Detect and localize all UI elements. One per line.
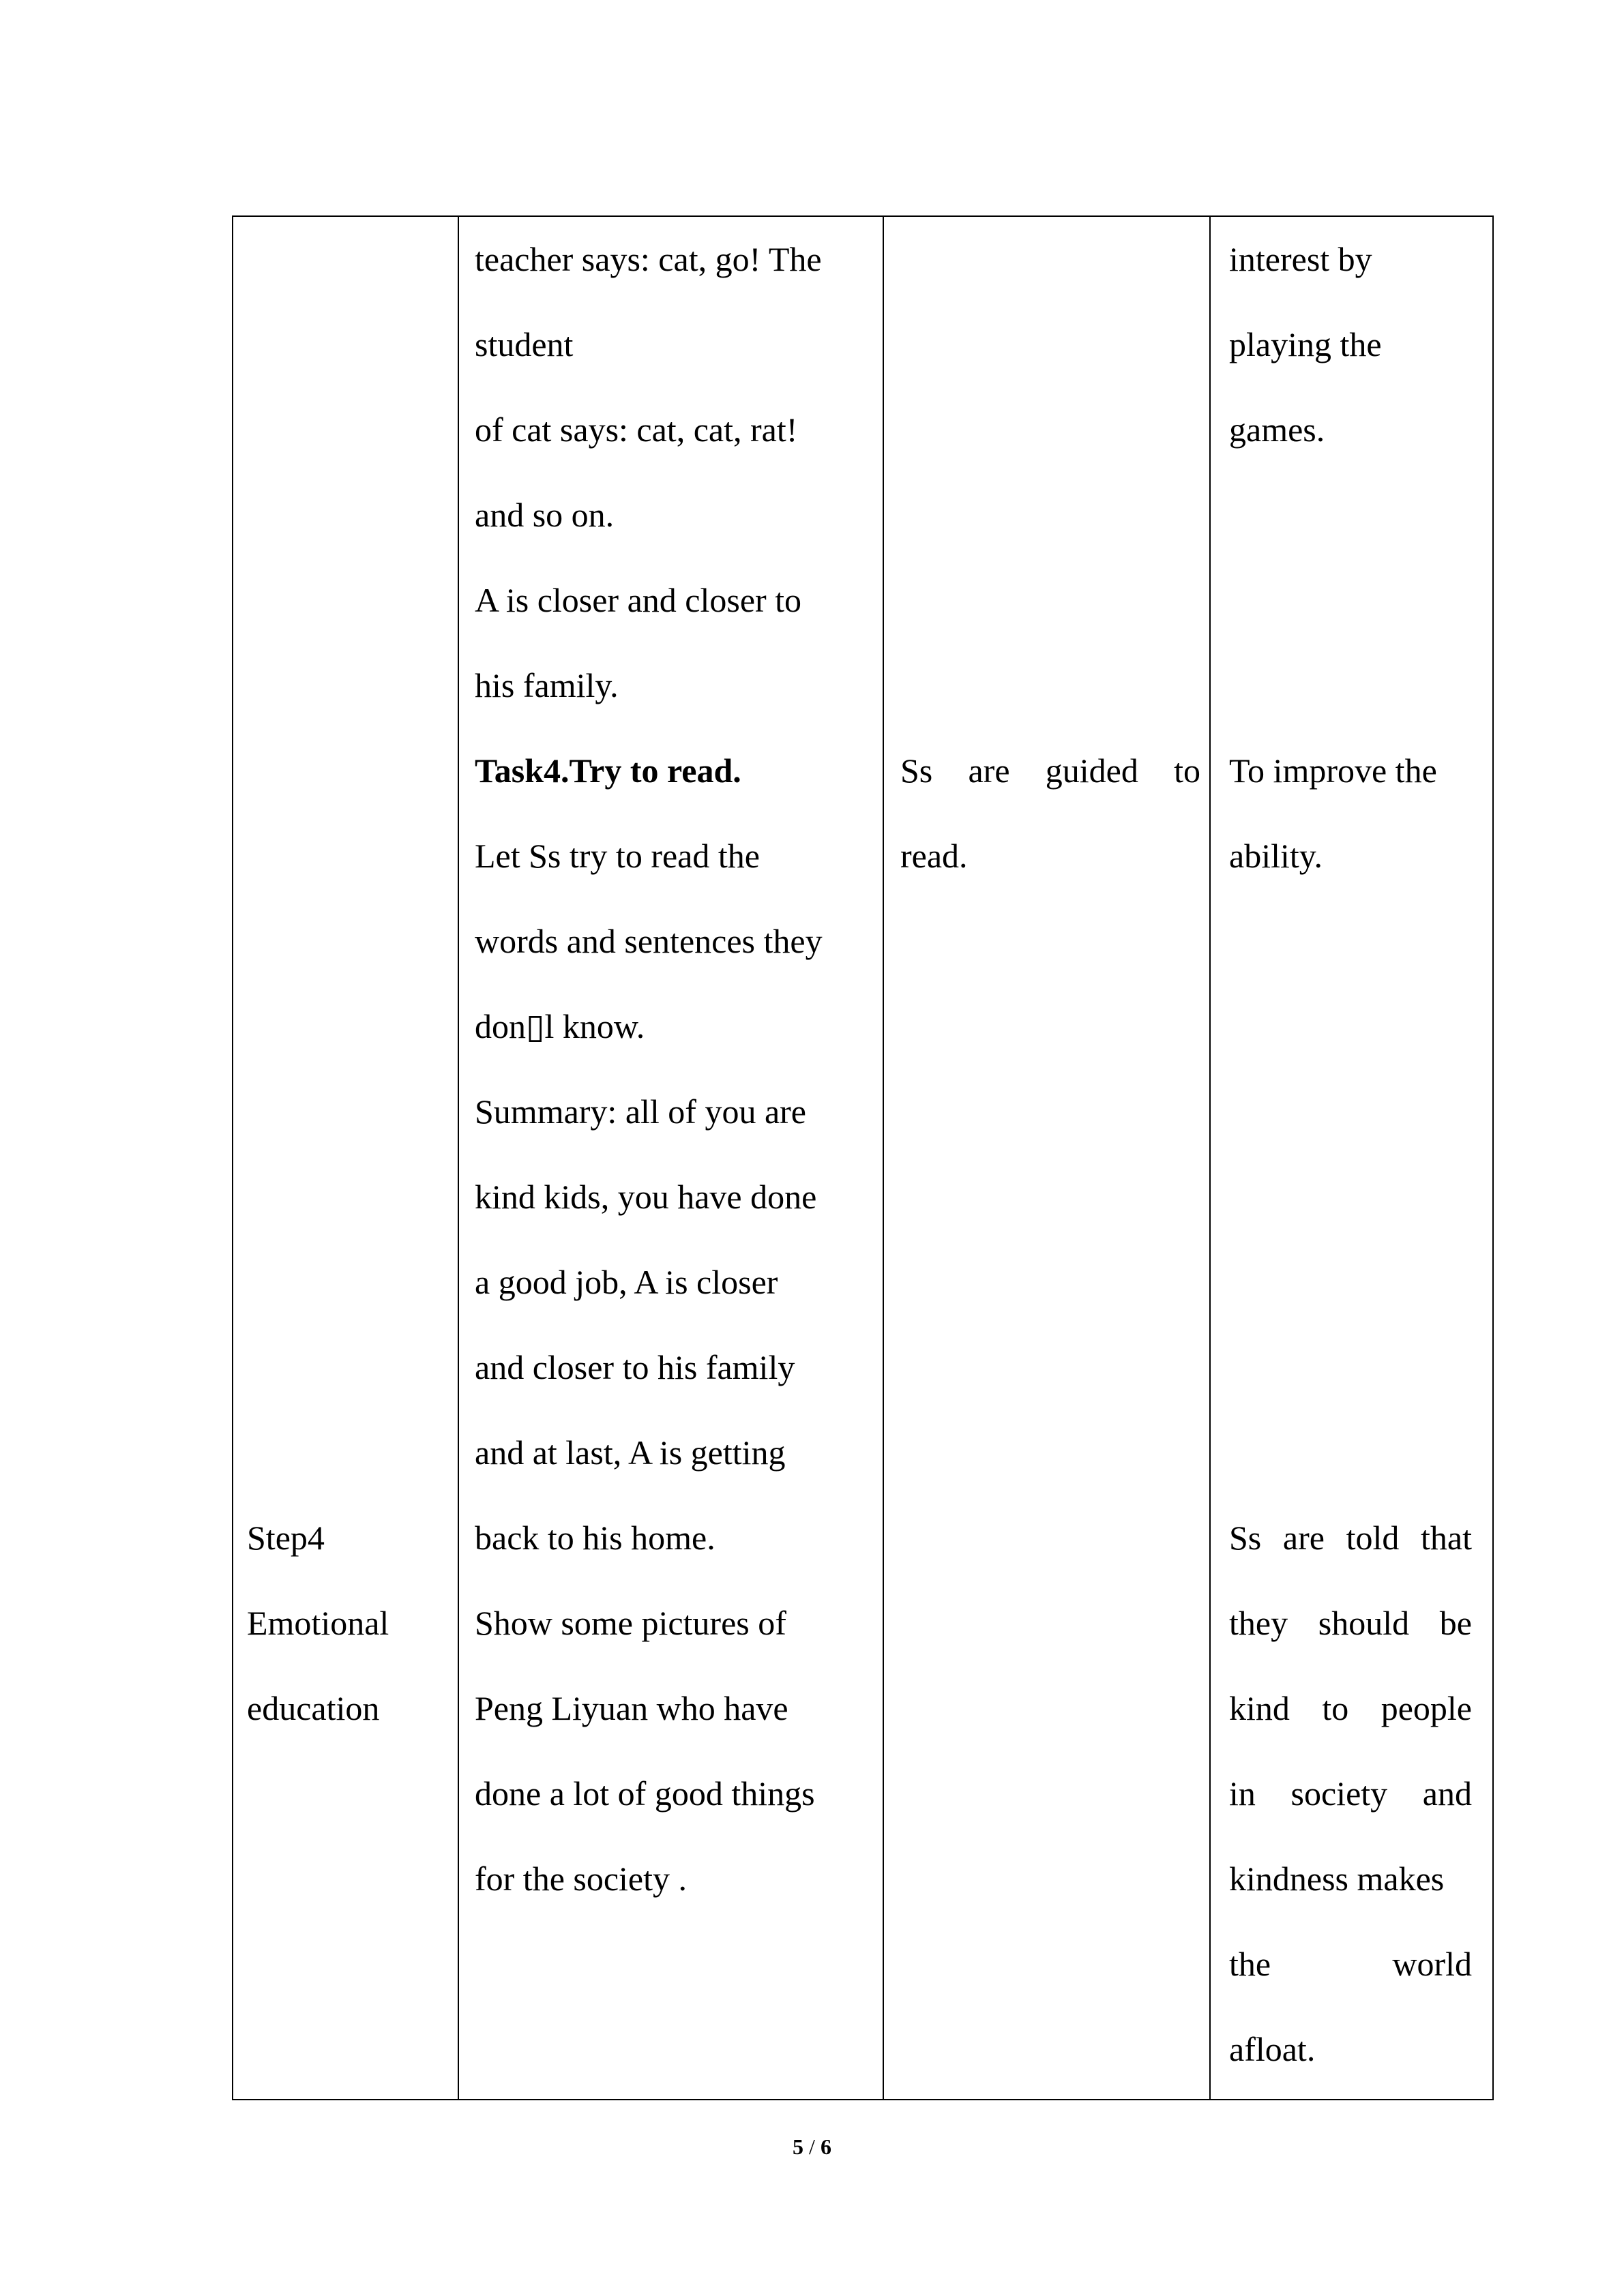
col3-word: to (1174, 751, 1200, 790)
total-pages: 6 (820, 2134, 831, 2159)
col2-line: of cat says: cat, cat, rat! (475, 411, 798, 449)
col4-line: afloat. (1229, 2030, 1316, 2068)
current-page: 5 (793, 2134, 804, 2159)
col4-word: the (1229, 1945, 1271, 1983)
col2-line: Task4.Try to read. (475, 751, 741, 790)
col2-line: student (475, 325, 574, 363)
column-divider (458, 215, 459, 2100)
col4-word: Ss (1229, 1519, 1262, 1557)
col2-line: Summary: all of you are (475, 1092, 806, 1131)
col2-line: done a lot of good things (475, 1774, 815, 1813)
col2-line: don▯l know. (475, 1007, 645, 1045)
col4-word: told (1346, 1519, 1400, 1557)
col2-line: and so on. (475, 496, 615, 534)
col2-line: words and sentences they (475, 922, 823, 960)
col1-line: education (247, 1689, 380, 1727)
column-divider (883, 215, 884, 2100)
col1-line: Step4 (247, 1519, 325, 1557)
col4-line (1229, 1773, 1472, 1814)
col2-line: kind kids, you have done (475, 1178, 817, 1216)
col2-line: A is closer and closer to (475, 581, 802, 619)
col4-word: and (1422, 1774, 1472, 1813)
col4-line (1229, 1688, 1472, 1729)
col4-word: are (1282, 1519, 1325, 1557)
col4-word: to (1322, 1689, 1349, 1727)
column-divider (1209, 215, 1211, 2100)
col2-line: a good job, A is closer (475, 1263, 778, 1301)
col4-line: games. (1229, 411, 1325, 449)
col4-word: society (1290, 1774, 1388, 1813)
col3-word: Ss (900, 751, 933, 790)
col4-word: in (1229, 1774, 1256, 1813)
page-separator: / (809, 2134, 815, 2159)
purpose-column (1229, 215, 1472, 2100)
col4-line: kindness makes (1229, 1860, 1445, 1898)
col2-line: and closer to his family (475, 1348, 795, 1386)
col4-line: interest by (1229, 240, 1372, 278)
col4-word: that (1420, 1519, 1472, 1557)
col1-line: Emotional (247, 1604, 389, 1642)
col2-line: Let Ss try to read the (475, 837, 760, 875)
col4-line: ability. (1229, 837, 1323, 875)
col4-word: should (1318, 1604, 1410, 1642)
col4-line (1229, 1943, 1472, 1984)
col2-line: and at last, A is getting (475, 1433, 786, 1472)
col2-line: Peng Liyuan who have (475, 1689, 788, 1727)
col4-line: To improve the (1229, 751, 1437, 790)
col4-line: playing the (1229, 325, 1382, 363)
col4-word: people (1381, 1689, 1472, 1727)
page-number (0, 2134, 1624, 2160)
col4-word: they (1229, 1604, 1288, 1642)
col4-word: world (1392, 1945, 1472, 1983)
step-column (247, 215, 445, 2100)
col2-line: back to his home. (475, 1519, 715, 1557)
col4-word: kind (1229, 1689, 1290, 1727)
col2-line: teacher says: cat, go! The (475, 240, 822, 278)
col4-line (1229, 1602, 1472, 1643)
col2-line: Show some pictures of (475, 1604, 786, 1642)
col3-line: read. (900, 837, 968, 875)
col2-line: for the society . (475, 1860, 688, 1898)
col4-word: be (1439, 1604, 1472, 1642)
col3-word: are (968, 751, 1010, 790)
student-activity-column (900, 215, 1200, 2100)
col3-line (900, 750, 1200, 791)
col2-line: his family. (475, 666, 619, 704)
col4-line (1229, 1517, 1472, 1558)
col3-word: guided (1045, 751, 1138, 790)
teacher-activity-column (475, 215, 870, 2100)
